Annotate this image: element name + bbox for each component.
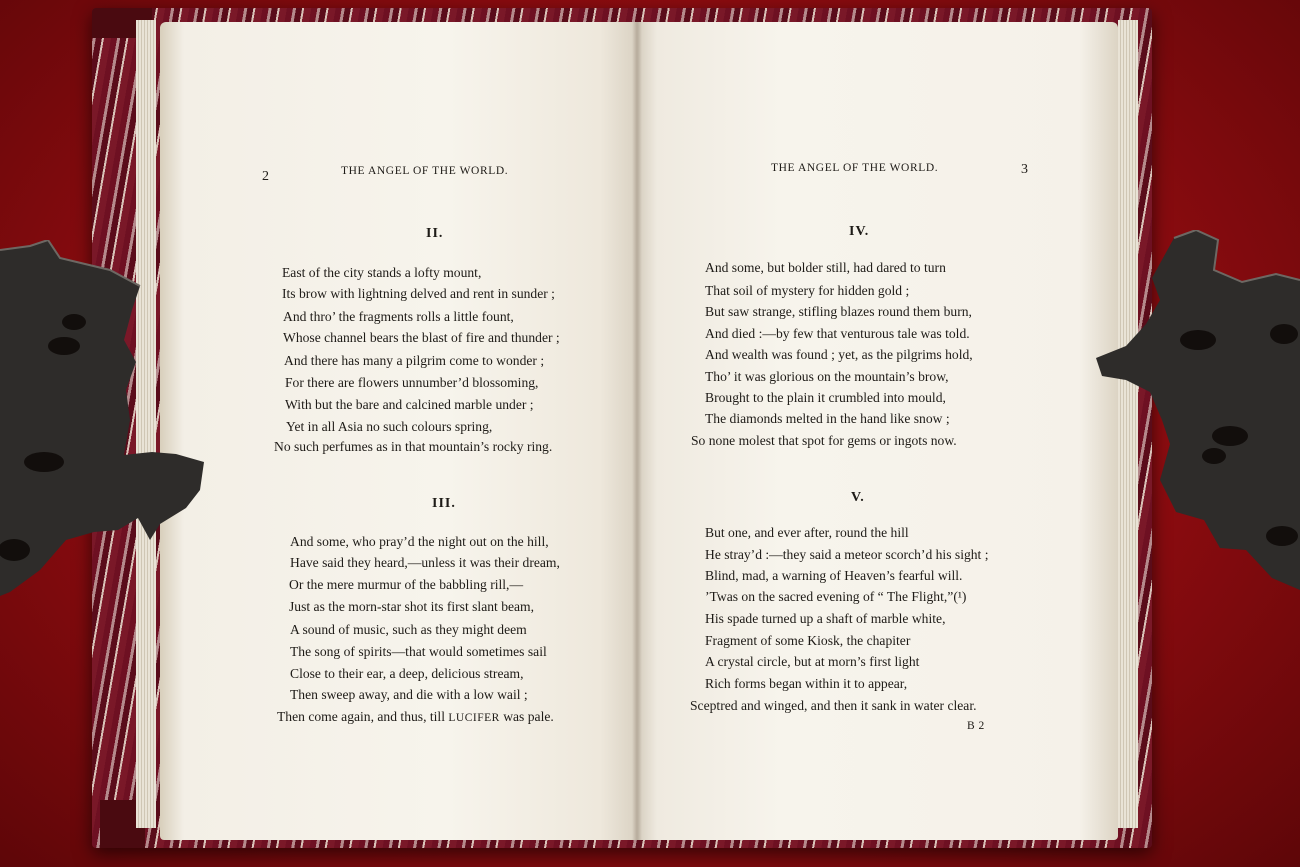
verse-line: He stray’d :—they said a meteor scorch’d his sight ; xyxy=(705,547,989,562)
verse-line: Yet in all Asia no such colours spring, xyxy=(286,419,493,434)
verse-line: And thro’ the fragments rolls a little fount, xyxy=(283,309,514,324)
signature-mark: B 2 xyxy=(967,720,985,732)
running-head: THE ANGEL OF THE WORLD. xyxy=(771,162,939,174)
verse-line: A sound of music, such as they might deem xyxy=(290,622,527,637)
verse-line: And some, but bolder still, had dared to turn xyxy=(705,260,946,275)
verse-line: Then sweep away, and die with a low wail ; xyxy=(290,687,528,702)
verse-line: Have said they heard,—unless it was their dream, xyxy=(290,555,560,570)
verse-line: ’Twas on the sacred evening of “ The Flight,”(¹) xyxy=(705,589,967,604)
verse-line: But one, and ever after, round the hill xyxy=(705,525,909,540)
verse-line: Rich forms began within it to appear, xyxy=(705,676,908,691)
running-head: THE ANGEL OF THE WORLD. xyxy=(341,165,509,177)
verse-text: was pale. xyxy=(499,709,554,724)
verse-line: Tho’ it was glorious on the mountain’s brow, xyxy=(705,369,949,384)
small-caps-name: LUCIFER xyxy=(448,712,500,724)
verse-line: No such perfumes as in that mountain’s rocky ring. xyxy=(274,439,553,454)
verse-line: Fragment of some Kiosk, the chapiter xyxy=(705,633,911,648)
verse-line: Or the mere murmur of the babbling rill,— xyxy=(289,577,524,592)
verse-line: The diamonds melted in the hand like snow ; xyxy=(705,411,950,426)
verse-line: And died :—by few that venturous tale was told. xyxy=(705,326,970,341)
verse-line: The song of spirits—that would sometimes sail xyxy=(290,644,547,659)
verse-line: And wealth was found ; yet, as the pilgrims hold, xyxy=(705,347,973,362)
page-number: 3 xyxy=(1021,162,1028,177)
verse-line: East of the city stands a lofty mount, xyxy=(282,265,482,280)
right-metal-clip xyxy=(1096,230,1300,590)
section-numeral: IV. xyxy=(849,224,870,239)
verse-line: His spade turned up a shaft of marble white, xyxy=(705,611,946,626)
book-gutter xyxy=(632,22,642,840)
verse-line: And there has many a pilgrim come to wonder ; xyxy=(284,353,545,368)
section-numeral: V. xyxy=(851,490,865,505)
verse-line: With but the bare and calcined marble under ; xyxy=(285,397,534,412)
verse-line: Just as the morn-star shot its first slant beam, xyxy=(289,599,535,614)
verse-line: For there are flowers unnumber’d blossoming, xyxy=(285,375,539,390)
verse-line: A crystal circle, but at morn’s first light xyxy=(705,654,920,669)
verse-line: And some, who pray’d the night out on the hill, xyxy=(290,534,549,549)
section-numeral: II. xyxy=(426,226,444,241)
verse-line: Its brow with lightning delved and rent in sunder ; xyxy=(282,286,555,301)
verse-line-last xyxy=(277,710,554,725)
left-page xyxy=(160,22,638,840)
verse-line: So none molest that spot for gems or ingots now. xyxy=(691,433,957,448)
page-number: 2 xyxy=(262,169,269,184)
verse-line: That soil of mystery for hidden gold ; xyxy=(705,283,910,298)
verse-text: Then come again, and thus, till xyxy=(277,709,449,724)
verse-line: But saw strange, stifling blazes round them burn, xyxy=(705,304,972,319)
verse-line: Sceptred and winged, and then it sank in water clear. xyxy=(690,698,977,713)
verse-line: Whose channel bears the blast of fire and thunder ; xyxy=(283,330,560,345)
section-numeral: III. xyxy=(432,496,456,511)
verse-line: Close to their ear, a deep, delicious stream, xyxy=(290,666,524,681)
verse-line: Brought to the plain it crumbled into mould, xyxy=(705,390,946,405)
verse-line: Blind, mad, a warning of Heaven’s fearful will. xyxy=(705,568,963,583)
left-metal-clip xyxy=(0,240,210,600)
right-page xyxy=(638,22,1118,840)
